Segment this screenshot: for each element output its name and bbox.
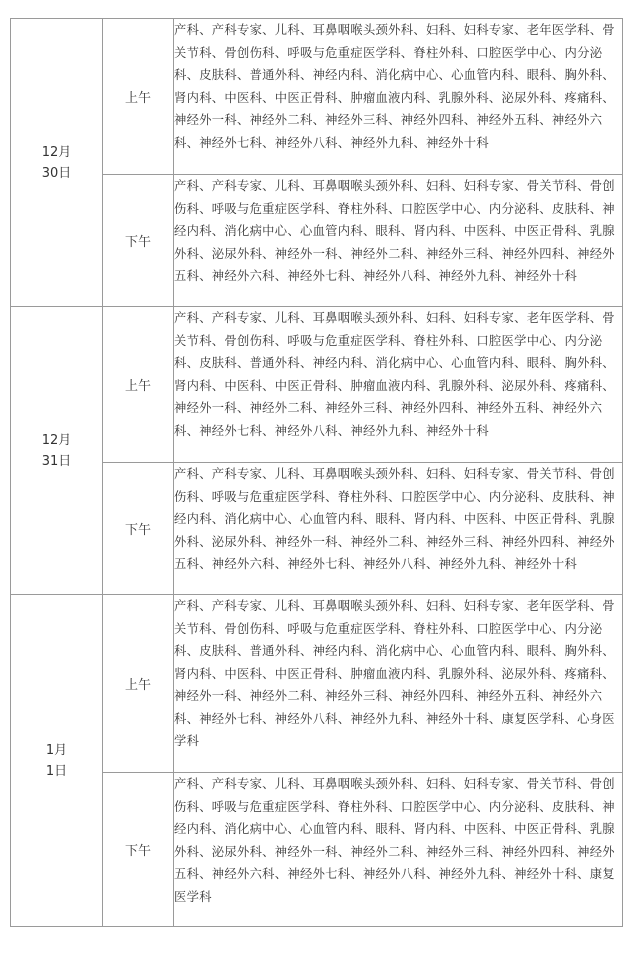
- date-cell: [11, 595, 103, 927]
- period-cell: 下午: [103, 773, 174, 927]
- table-row: [11, 773, 623, 927]
- period-cell: 下午: [103, 175, 174, 307]
- date-day: 1日: [45, 763, 68, 779]
- date-cell: [11, 19, 103, 307]
- date-day: 31日: [41, 453, 72, 469]
- date-cell: [11, 307, 103, 595]
- departments-cell: 产科、产科专家、儿科、耳鼻咽喉头颈外科、妇科、妇科专家、老年医学科、骨关节科、骨创伤科、呼吸与危重症医学科、脊柱外科、口腔医学中心、内分泌科、皮肤科、普通外科、神经内科、消化病中心、心血管内科、眼科、胸外科、肾内科、中医科、中医正骨科、肿瘤血液内科、乳腺外科、泌尿外科、疼痛科、神经外一科、神经外二科、神经外三科、神经外四科、神经外五科、神经外六科、神经外七科、神经外八科、神经外九科、神经外十科、康复医学科、心身医学科: [174, 595, 623, 773]
- date-month: 12月: [41, 432, 72, 448]
- date-day: 30日: [41, 165, 72, 181]
- period-cell: 上午: [103, 307, 174, 463]
- table-row: [11, 19, 623, 175]
- departments-cell: 产科、产科专家、儿科、耳鼻咽喉头颈外科、妇科、妇科专家、骨关节科、骨创伤科、呼吸与危重症医学科、脊柱外科、口腔医学中心、内分泌科、皮肤科、神经内科、消化病中心、心血管内科、眼科、肾内科、中医科、中医正骨科、乳腺外科、泌尿外科、神经外一科、神经外二科、神经外三科、神经外四科、神经外五科、神经外六科、神经外七科、神经外八科、神经外九科、神经外十科、康复医学科: [174, 773, 623, 927]
- departments-cell: 产科、产科专家、儿科、耳鼻咽喉头颈外科、妇科、妇科专家、老年医学科、骨关节科、骨创伤科、呼吸与危重症医学科、脊柱外科、口腔医学中心、内分泌科、皮肤科、普通外科、神经内科、消化病中心、心血管内科、眼科、胸外科、肾内科、中医科、中医正骨科、肿瘤血液内科、乳腺外科、泌尿外科、疼痛科、神经外一科、神经外二科、神经外三科、神经外四科、神经外五科、神经外六科、神经外七科、神经外八科、神经外九科、神经外十科: [174, 19, 623, 175]
- departments-cell: 产科、产科专家、儿科、耳鼻咽喉头颈外科、妇科、妇科专家、骨关节科、骨创伤科、呼吸与危重症医学科、脊柱外科、口腔医学中心、内分泌科、皮肤科、神经内科、消化病中心、心血管内科、眼科、肾内科、中医科、中医正骨科、乳腺外科、泌尿外科、神经外一科、神经外二科、神经外三科、神经外四科、神经外五科、神经外六科、神经外七科、神经外八科、神经外九科、神经外十科: [174, 175, 623, 307]
- departments-cell: 产科、产科专家、儿科、耳鼻咽喉头颈外科、妇科、妇科专家、老年医学科、骨关节科、骨创伤科、呼吸与危重症医学科、脊柱外科、口腔医学中心、内分泌科、皮肤科、普通外科、神经内科、消化病中心、心血管内科、眼科、胸外科、肾内科、中医科、中医正骨科、肿瘤血液内科、乳腺外科、泌尿外科、疼痛科、神经外一科、神经外二科、神经外三科、神经外四科、神经外五科、神经外六科、神经外七科、神经外八科、神经外九科、神经外十科: [174, 307, 623, 463]
- table-row: [11, 307, 623, 463]
- departments-cell: 产科、产科专家、儿科、耳鼻咽喉头颈外科、妇科、妇科专家、骨关节科、骨创伤科、呼吸与危重症医学科、脊柱外科、口腔医学中心、内分泌科、皮肤科、神经内科、消化病中心、心血管内科、眼科、肾内科、中医科、中医正骨科、乳腺外科、泌尿外科、神经外一科、神经外二科、神经外三科、神经外四科、神经外五科、神经外六科、神经外七科、神经外八科、神经外九科、神经外十科: [174, 463, 623, 595]
- date-month: 12月: [41, 144, 72, 160]
- period-cell: 上午: [103, 19, 174, 175]
- date-month: 1月: [45, 742, 68, 758]
- table-row: [11, 175, 623, 307]
- period-cell: 上午: [103, 595, 174, 773]
- table-row: [11, 463, 623, 595]
- table-row: [11, 595, 623, 773]
- period-cell: 下午: [103, 463, 174, 595]
- schedule-table: [10, 18, 623, 927]
